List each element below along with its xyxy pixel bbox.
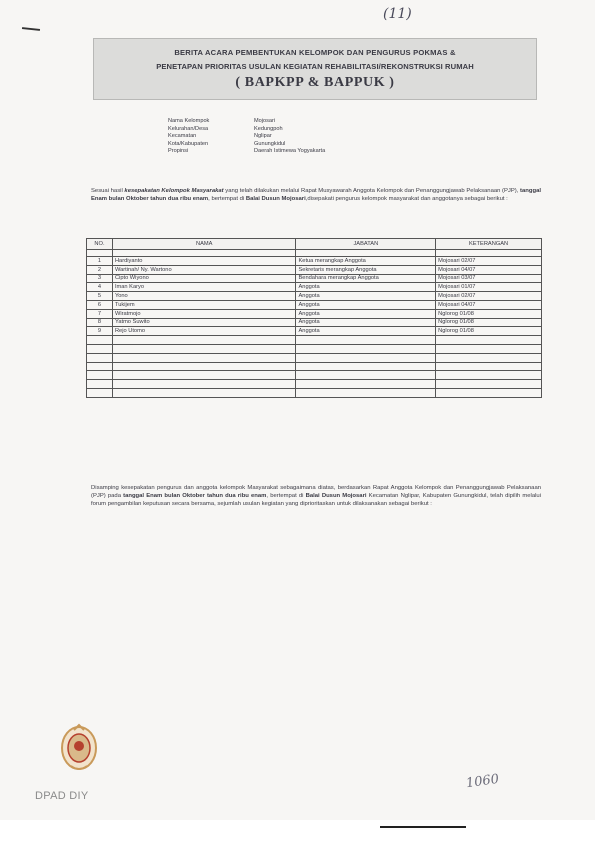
page-number-value: 11 — [388, 6, 407, 22]
bottom-rule — [380, 826, 466, 828]
agreement-paragraph — [91, 187, 541, 203]
text-run: Disamping kesepakatan pengurus dan anggota kelompok Masyarakat sebagaimana diatas, berdasarkan Rapat Anggota Kelompok dan Penanggungjawab Pelaksanaan (PJP) pada — [91, 485, 541, 499]
table-row-empty — [87, 344, 542, 353]
title-box — [93, 38, 537, 100]
cell-nama: Iman Karyo — [112, 283, 296, 292]
table-row-empty — [87, 388, 542, 397]
text-run: ,disepakati pengurus kelompok masyarakat dan anggotanya sebagai berikut : — [305, 196, 508, 202]
table-header-row — [87, 239, 542, 250]
archive-watermark: DPAD DIY — [35, 790, 89, 802]
page-number: (11) — [383, 6, 412, 22]
table-row-blank — [87, 250, 542, 257]
table-row-empty — [87, 362, 542, 371]
title-line-2: PENETAPAN PRIORITAS USULAN KEGIATAN REHABILITASI/REKONSTRUKSI RUMAH — [156, 62, 474, 71]
info-value: Mojosari — [254, 118, 276, 124]
emphasis-text: kesepakatan Kelompok Masyarakat — [124, 188, 224, 194]
table-row-empty — [87, 371, 542, 380]
cell-jabatan: Anggota — [296, 292, 436, 301]
text-run: Kecamatan Nglipar, Kabupaten Gunungkidul, telah dipilih melalui forum pengambilan keputusan secara bersama, sejumlah usulan kegiatan yang diprioritaskan untuk dilaksanakan sebagai berikut : — [91, 493, 541, 507]
cell-nama: Tukijem — [112, 300, 296, 309]
cell-keterangan: Nglorog 01/08 — [436, 318, 542, 327]
handwritten-note: 1060 — [465, 771, 500, 792]
cell-nama: Yatmo Suwito — [112, 318, 296, 327]
group-info — [168, 118, 325, 156]
info-label: Nama Kelompok — [168, 118, 210, 124]
cell-nama: Wartinah/ Ny. Wartono — [112, 265, 296, 274]
cell-keterangan: Nglorog 01/08 — [436, 309, 542, 318]
cell-jabatan: Sekretaris merangkap Anggota — [296, 265, 436, 274]
info-label: Kota/Kabupaten — [168, 140, 209, 147]
column-header-no: NO. — [87, 239, 113, 250]
info-value: Daerah Istimewa Yogyakarta — [254, 148, 326, 155]
table-row — [87, 265, 542, 274]
column-header-nama: NAMA — [112, 239, 296, 250]
cell-keterangan: Mojosari 04/07 — [436, 265, 542, 274]
cell-nama: Wiratmojo — [112, 309, 296, 318]
members-table — [86, 238, 542, 398]
cell-jabatan: Anggota — [296, 283, 436, 292]
cell-jabatan: Bendahara merangkap Anggota — [296, 274, 436, 283]
cell-no: 5 — [87, 292, 113, 301]
cell-no: 1 — [87, 257, 113, 266]
info-row-kabupaten — [168, 141, 325, 149]
cell-keterangan: Mojosari 04/07 — [436, 300, 542, 309]
table-row-empty — [87, 380, 542, 389]
info-label: Propinsi — [168, 148, 189, 155]
text-run: , bertempat di — [266, 493, 306, 499]
cell-nama: Cipto Wiyono — [112, 274, 296, 283]
info-row-nama-kelompok — [168, 118, 325, 126]
table-row — [87, 283, 542, 292]
table-row — [87, 274, 542, 283]
location-text: Balai Dusun Mojosari — [245, 196, 306, 202]
cell-nama: Hardiyanto — [112, 257, 296, 266]
cell-no: 8 — [87, 318, 113, 327]
cell-no: 3 — [87, 274, 113, 283]
table-row-empty — [87, 336, 542, 345]
date-text: tanggal Enam bulan Oktober tahun dua ribu enam — [91, 188, 541, 202]
info-row-propinsi — [168, 148, 325, 156]
table-row-empty — [87, 353, 542, 362]
text-run: yang telah dilakukan melalui Rapat Musyawarah Anggota Kelompok dan Penanggungjawab Pelaksanaan (PJP), — [223, 188, 521, 194]
table-row — [87, 327, 542, 336]
cell-no: 2 — [87, 265, 113, 274]
archive-seal-icon — [57, 722, 101, 778]
cell-keterangan: Mojosari 02/07 — [436, 257, 542, 266]
column-header-keterangan: KETERANGAN — [436, 239, 542, 250]
cell-nama: Yono — [112, 292, 296, 301]
cell-jabatan: Ketua merangkap Anggota — [296, 257, 436, 266]
info-row-kecamatan — [168, 133, 325, 141]
cell-nama: Rejo Utomo — [112, 327, 296, 336]
location-text: Balai Dusun Mojosari — [305, 493, 367, 499]
title-line-1: BERITA ACARA PEMBENTUKAN KELOMPOK DAN PENGURUS POKMAS & — [174, 48, 456, 57]
info-label: Kecamatan — [168, 133, 197, 140]
table-row — [87, 318, 542, 327]
cell-keterangan: Nglorog 01/08 — [436, 327, 542, 336]
priority-paragraph — [91, 484, 541, 508]
cell-keterangan: Mojosari 01/07 — [436, 283, 542, 292]
column-header-jabatan: JABATAN — [296, 239, 436, 250]
cell-no: 6 — [87, 300, 113, 309]
cell-jabatan: Anggota — [296, 327, 436, 336]
cell-no: 7 — [87, 309, 113, 318]
cell-jabatan: Anggota — [296, 309, 436, 318]
text-run: , bertempat di — [208, 196, 246, 202]
info-value: Nglipar — [254, 133, 272, 140]
title-acronym: ( BAPKPP & BAPPUK ) — [235, 75, 395, 90]
info-label: Kelurahan/Desa — [168, 125, 209, 132]
cell-keterangan: Mojosari 02/07 — [436, 292, 542, 301]
cell-no: 4 — [87, 283, 113, 292]
info-value: Gunungkidul — [254, 140, 286, 147]
cell-jabatan: Anggota — [296, 300, 436, 309]
cell-no: 9 — [87, 327, 113, 336]
table-row — [87, 300, 542, 309]
text-run: Sesuai hasil — [91, 188, 125, 194]
info-value: Kedungpoh — [254, 125, 283, 132]
table-row — [87, 292, 542, 301]
cell-jabatan: Anggota — [296, 318, 436, 327]
scan-margin — [0, 820, 595, 842]
table-row — [87, 309, 542, 318]
table-row — [87, 257, 542, 266]
date-text: tanggal Enam bulan Oktober tahun dua ribu enam — [123, 493, 267, 499]
cell-keterangan: Mojosari 03/07 — [436, 274, 542, 283]
info-row-kelurahan — [168, 126, 325, 134]
